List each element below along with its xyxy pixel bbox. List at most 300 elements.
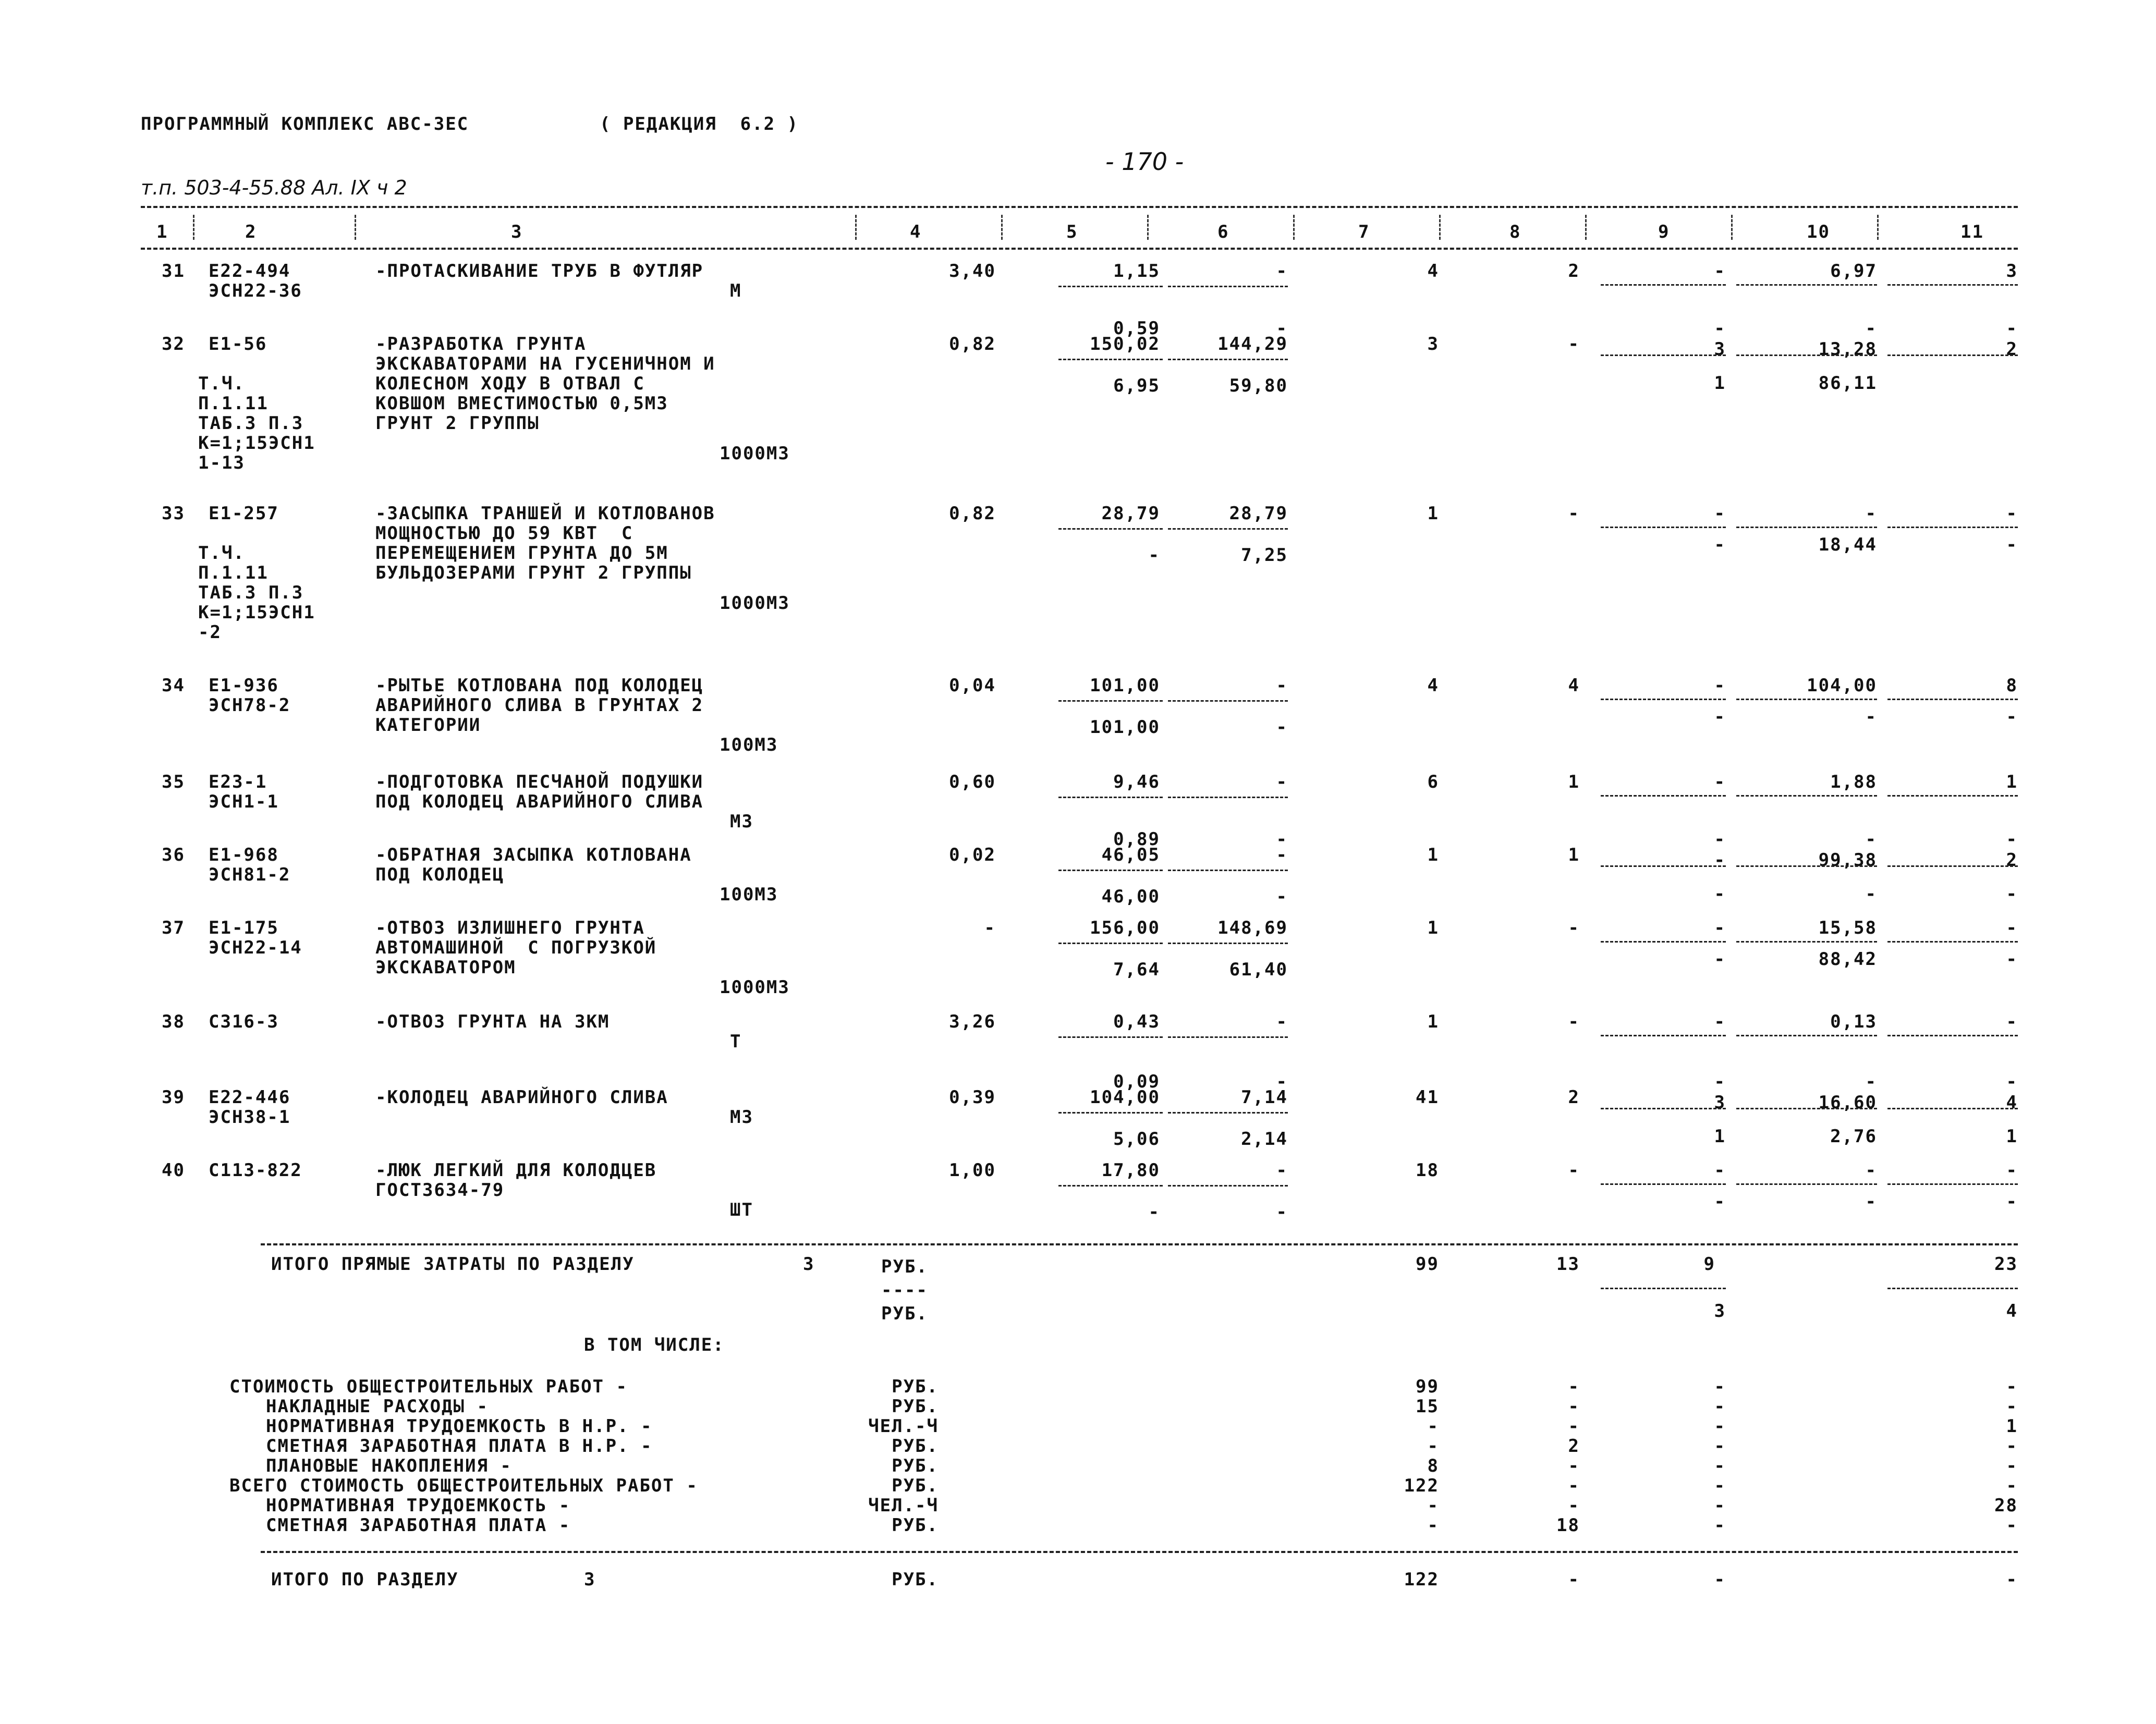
rate-code: Е22-494	[209, 261, 291, 282]
column-separator	[355, 215, 356, 240]
rate-code-secondary: П.1.11	[198, 563, 269, 583]
rate-code: Е1-175	[209, 918, 279, 938]
cost-col6-a: -	[1276, 1011, 1288, 1032]
value-col9-a: -	[1714, 829, 1726, 850]
quantity: 0,82	[949, 334, 996, 354]
rate-code-secondary: ЭСН81-2	[209, 864, 291, 885]
value-col8: 1	[1568, 772, 1580, 792]
cost-col6-a: -	[1276, 261, 1288, 282]
cost-col5-b: 150,02	[1090, 334, 1160, 354]
summary-item-col7: 15	[1416, 1396, 1439, 1417]
divider	[1601, 865, 1726, 867]
cost-col6-a: 148,69	[1217, 918, 1288, 938]
section-total-label: ИТОГО ПО РАЗДЕЛУ	[271, 1569, 459, 1590]
value-col11-c: -	[2006, 884, 2018, 904]
column-number-6: 6	[1217, 222, 1229, 242]
direct-costs-label: ИТОГО ПРЯМЫЕ ЗАТРАТЫ ПО РАЗДЕЛУ	[271, 1254, 635, 1275]
value-col8: -	[1568, 503, 1580, 524]
direct-costs-col7: 99	[1416, 1254, 1439, 1275]
divider	[1601, 941, 1726, 943]
divider	[1058, 870, 1163, 871]
work-description: -ЛЮК ЛЕГКИЙ ДЛЯ КОЛОДЦЕВ	[375, 1160, 657, 1181]
value-col9-a: -	[1714, 1011, 1726, 1032]
value-col11-a: -	[2006, 829, 2018, 850]
value-col10-a: 104,00	[1807, 675, 1877, 696]
divider	[1058, 1112, 1163, 1114]
value-col9-b: -	[1714, 1191, 1726, 1212]
column-separator	[1585, 215, 1587, 240]
cost-col6-a: 28,79	[1229, 503, 1288, 524]
value-col7: 3	[1427, 334, 1439, 354]
summary-item-unit: РУБ.	[892, 1376, 939, 1397]
quantity: -	[984, 918, 996, 938]
divider	[1168, 700, 1288, 702]
direct-costs-section: 3	[803, 1254, 815, 1275]
value-col11-a: -	[2006, 918, 2018, 938]
cost-col6-c: 2,14	[1241, 1129, 1288, 1150]
row-number: 33	[162, 503, 185, 524]
document-reference: т.п. 503-4-55.88 Ал. IX ч 2	[141, 176, 407, 199]
divider	[1168, 528, 1288, 530]
direct-costs-col9-b: 3	[1714, 1301, 1726, 1322]
column-number-2: 2	[245, 222, 257, 242]
divider	[1601, 1288, 1726, 1289]
divider	[1736, 865, 1877, 867]
summary-item-col11: -	[2006, 1456, 2018, 1476]
cost-col6-b: 7,25	[1241, 545, 1288, 566]
column-separator	[1877, 215, 1879, 240]
cost-col5-c: 46,00	[1101, 886, 1160, 907]
divider	[1601, 284, 1726, 286]
divider	[1736, 941, 1877, 943]
quantity: 0,04	[949, 675, 996, 696]
work-description: ЭКСКАВАТОРОМ	[375, 957, 516, 978]
program-title: ПРОГРАММНЫЙ КОМПЛЕКС АВС-3ЕС	[141, 114, 469, 135]
value-col7: 6	[1427, 772, 1439, 792]
cost-col6-b: 7,14	[1241, 1087, 1288, 1108]
work-description: ГРУНТ 2 ГРУППЫ	[375, 413, 540, 434]
value-col11-b: -	[2006, 534, 2018, 555]
value-col8: 4	[1568, 675, 1580, 696]
cost-col6-a: -	[1276, 318, 1288, 339]
cost-col6-a: -	[1276, 829, 1288, 850]
rate-code-secondary: П.1.11	[198, 393, 269, 414]
summary-item-unit: РУБ.	[892, 1396, 939, 1417]
divider	[1736, 795, 1877, 797]
value-col10-b: 88,42	[1818, 949, 1877, 970]
direct-costs-unit: РУБ.	[881, 1256, 928, 1277]
summary-item-col8: 2	[1568, 1436, 1580, 1457]
cost-col5-b: 101,00	[1090, 717, 1160, 738]
value-col10-a: 0,13	[1830, 1011, 1877, 1032]
summary-item-label: СТОИМОСТЬ ОБЩЕСТРОИТЕЛЬНЫХ РАБОТ -	[229, 1376, 628, 1397]
column-separator	[193, 215, 194, 240]
column-separator	[855, 215, 857, 240]
work-description: ЭКСКАВАТОРАМИ НА ГУСЕНИЧНОМ И	[375, 353, 715, 374]
value-col10-a: -	[1865, 318, 1877, 339]
value-col8: 1	[1568, 845, 1580, 865]
cost-col5-a: 101,00	[1090, 675, 1160, 696]
value-col9-c: 1	[1714, 373, 1726, 394]
summary-item-col7: 122	[1404, 1475, 1439, 1496]
cost-col5-b: 46,05	[1101, 845, 1160, 865]
row-number: 31	[162, 261, 185, 282]
cost-col6-c: 59,80	[1229, 375, 1288, 396]
cost-col5-a: 1,15	[1113, 261, 1160, 282]
including-label: В ТОМ ЧИСЛЕ:	[584, 1335, 725, 1355]
section-total-number: 3	[584, 1569, 596, 1590]
value-col10-a: 15,58	[1818, 918, 1877, 938]
value-col10-a: 6,97	[1830, 261, 1877, 282]
cost-col5-a: 0,43	[1113, 1011, 1160, 1032]
rate-code-secondary: Т.Ч.	[198, 543, 245, 564]
work-description: МОЩНОСТЬЮ ДО 59 КВТ С	[375, 523, 634, 544]
divider	[1736, 1108, 1877, 1109]
totals-rule	[261, 1243, 2018, 1245]
rate-code: С113-822	[209, 1160, 302, 1181]
section-total-col11: -	[2006, 1569, 2018, 1590]
divider	[1601, 527, 1726, 528]
summary-item-col9: -	[1714, 1396, 1726, 1417]
quantity: 0,60	[949, 772, 996, 792]
summary-item-col11: 1	[2006, 1416, 2018, 1437]
value-col11-b: -	[2006, 706, 2018, 727]
value-col11-a: -	[2006, 1011, 2018, 1032]
work-description: -РЫТЬЕ КОТЛОВАНА ПОД КОЛОДЕЦ	[375, 675, 704, 696]
divider	[1168, 1036, 1288, 1038]
column-number-4: 4	[910, 222, 922, 242]
header-rule-bottom	[141, 248, 2018, 250]
cost-col5-a: 9,46	[1113, 772, 1160, 792]
divider	[1168, 1112, 1288, 1114]
direct-costs-unit-divider: ----	[881, 1280, 928, 1301]
cost-col6-a: -	[1276, 675, 1288, 696]
summary-item-label: НОРМАТИВНАЯ ТРУДОЕМКОСТЬ В Н.Р. -	[266, 1416, 653, 1437]
cost-col6-a: -	[1276, 772, 1288, 792]
summary-item-col7: -	[1427, 1495, 1439, 1516]
unit-of-measure: 1000М3	[720, 593, 790, 614]
rate-code-secondary: ЭСН78-2	[209, 695, 291, 716]
value-col9-b: 3	[1714, 1092, 1726, 1113]
divider	[1887, 699, 2018, 700]
rate-code: Е1-56	[209, 334, 267, 354]
quantity: 0,02	[949, 845, 996, 865]
work-description: АВТОМАШИНОЙ С ПОГРУЗКОЙ	[375, 937, 657, 958]
value-col9-b: -	[1714, 706, 1726, 727]
divider	[1058, 943, 1163, 944]
summary-item-label: СМЕТНАЯ ЗАРАБОТНАЯ ПЛАТА -	[266, 1515, 571, 1536]
divider	[1887, 865, 2018, 867]
value-col11-b: -	[2006, 949, 2018, 970]
direct-costs-unit-2: РУБ.	[881, 1303, 928, 1324]
work-description: -ЗАСЫПКА ТРАНШЕЙ И КОТЛОВАНОВ	[375, 503, 715, 524]
summary-item-unit: РУБ.	[892, 1475, 939, 1496]
value-col11-b: -	[2006, 1191, 2018, 1212]
rate-code-secondary: К=1;15ЭСН1	[198, 433, 315, 454]
divider	[1058, 1036, 1163, 1038]
divider	[1887, 795, 2018, 797]
cost-col5-b: 7,64	[1113, 959, 1160, 980]
value-col10-a: -	[1865, 1160, 1877, 1181]
value-col9-a: -	[1714, 261, 1726, 282]
value-col8: -	[1568, 334, 1580, 354]
summary-item-col11: -	[2006, 1396, 2018, 1417]
row-number: 32	[162, 334, 185, 354]
value-col9-b: 3	[1714, 339, 1726, 360]
value-col10-b: -	[1865, 706, 1877, 727]
value-col9-b: -	[1714, 850, 1726, 871]
direct-costs-col8: 13	[1556, 1254, 1580, 1275]
value-col9-b: -	[1714, 949, 1726, 970]
divider	[1168, 359, 1288, 360]
divider	[1887, 1035, 2018, 1036]
row-number: 38	[162, 1011, 185, 1032]
row-number: 39	[162, 1087, 185, 1108]
divider	[1168, 943, 1288, 944]
direct-costs-col11: 23	[1994, 1254, 2018, 1275]
unit-of-measure: 100М3	[720, 735, 778, 755]
quantity: 3,40	[949, 261, 996, 282]
divider	[1601, 1183, 1726, 1185]
row-number: 35	[162, 772, 185, 792]
rate-code-secondary: ТАБ.3 П.3	[198, 413, 304, 434]
divider	[1736, 354, 1877, 356]
value-col8: 2	[1568, 261, 1580, 282]
summary-item-col9: -	[1714, 1475, 1726, 1496]
cost-col5-a: 0,89	[1113, 829, 1160, 850]
cost-col6-b: 61,40	[1229, 959, 1288, 980]
column-number-11: 11	[1960, 222, 1984, 242]
unit-of-measure: 1000М3	[720, 443, 790, 464]
value-col8: -	[1568, 1011, 1580, 1032]
summary-item-unit: РУБ.	[892, 1436, 939, 1457]
summary-item-col9: -	[1714, 1416, 1726, 1437]
value-col10-b: 13,28	[1818, 339, 1877, 360]
rate-code-secondary: ТАБ.3 П.3	[198, 582, 304, 603]
row-number: 37	[162, 918, 185, 938]
summary-item-col7: 99	[1416, 1376, 1439, 1397]
cost-col6-c: -	[1276, 886, 1288, 907]
summary-item-col8: -	[1568, 1456, 1580, 1476]
divider	[1887, 941, 2018, 943]
summary-item-label: НАКЛАДНЫЕ РАСХОДЫ -	[266, 1396, 489, 1417]
divider	[1058, 286, 1163, 287]
value-col8: -	[1568, 918, 1580, 938]
value-col10-a: -	[1865, 503, 1877, 524]
divider	[1887, 1108, 2018, 1109]
work-description: -ОТВОЗ ГРУНТА НА 3КМ	[375, 1011, 610, 1032]
cost-col5-c: 6,95	[1113, 375, 1160, 396]
divider	[1601, 795, 1726, 797]
work-description: ПОД КОЛОДЕЦ	[375, 864, 505, 885]
work-description: БУЛЬДОЗЕРАМИ ГРУНТ 2 ГРУППЫ	[375, 563, 692, 583]
divider	[1058, 359, 1163, 360]
divider	[1058, 700, 1163, 702]
value-col11-a: -	[2006, 318, 2018, 339]
work-description: -РАЗРАБОТКА ГРУНТА	[375, 334, 587, 354]
work-description: КОВШОМ ВМЕСТИМОСТЬЮ 0,5М3	[375, 393, 668, 414]
section-total-unit: РУБ.	[892, 1569, 939, 1590]
cost-col6-a: -	[1276, 1071, 1288, 1092]
unit-of-measure: М3	[730, 1107, 753, 1128]
column-number-5: 5	[1066, 222, 1078, 242]
value-col7: 41	[1416, 1087, 1439, 1108]
rate-code-secondary: ЭСН22-14	[209, 937, 302, 958]
rate-code: Е1-936	[209, 675, 279, 696]
value-col10-a: -	[1865, 829, 1877, 850]
unit-of-measure: 100М3	[720, 884, 778, 905]
work-description: -ОБРАТНАЯ ЗАСЫПКА КОТЛОВАНА	[375, 845, 692, 865]
divider	[1058, 528, 1163, 530]
column-separator	[1293, 215, 1295, 240]
value-col10-c: -	[1865, 884, 1877, 904]
divider	[1058, 797, 1163, 798]
value-col11-a: -	[2006, 1160, 2018, 1181]
column-separator	[1439, 215, 1441, 240]
summary-item-label: ПЛАНОВЫЕ НАКОПЛЕНИЯ -	[266, 1456, 512, 1476]
value-col7: 1	[1427, 845, 1439, 865]
summary-item-label: ВСЕГО СТОИМОСТЬ ОБЩЕСТРОИТЕЛЬНЫХ РАБОТ -	[229, 1475, 698, 1496]
section-total-rule	[261, 1551, 2018, 1553]
summary-item-col8: -	[1568, 1376, 1580, 1397]
value-col9-c: 1	[1714, 1126, 1726, 1147]
divider	[1736, 527, 1877, 528]
value-col7: 4	[1427, 261, 1439, 282]
work-description: КОЛЕСНОМ ХОДУ В ОТВАЛ С	[375, 373, 645, 394]
divider	[1887, 284, 2018, 286]
rate-code-secondary: ЭСН22-36	[209, 280, 302, 301]
cost-col5-a: 0,09	[1113, 1071, 1160, 1092]
summary-item-col9: -	[1714, 1495, 1726, 1516]
value-col8: -	[1568, 1160, 1580, 1181]
divider	[1736, 699, 1877, 700]
work-description: ПЕРЕМЕЩЕНИЕМ ГРУНТА ДО 5М	[375, 543, 668, 564]
summary-item-unit: ЧЕЛ.-Ч	[868, 1495, 939, 1516]
summary-item-col11: -	[2006, 1515, 2018, 1536]
work-description: -ПРОТАСКИВАНИЕ ТРУБ В ФУТЛЯР	[375, 261, 704, 282]
value-col11-a: -	[2006, 503, 2018, 524]
rate-code: Е1-257	[209, 503, 279, 524]
summary-item-col8: -	[1568, 1396, 1580, 1417]
divider	[1887, 527, 2018, 528]
work-description: -ОТВОЗ ИЗЛИШНЕГО ГРУНТА	[375, 918, 645, 938]
divider	[1168, 797, 1288, 798]
column-number-7: 7	[1358, 222, 1370, 242]
summary-item-col8: -	[1568, 1475, 1580, 1496]
summary-item-col11: -	[2006, 1475, 2018, 1496]
cost-col6-b: -	[1276, 1202, 1288, 1222]
page-number: - 170 -	[1105, 148, 1184, 176]
value-col9-a: -	[1714, 1071, 1726, 1092]
cost-col5-b: -	[1148, 545, 1160, 566]
value-col7: 18	[1416, 1160, 1439, 1181]
summary-item-col7: -	[1427, 1416, 1439, 1437]
work-description: ГОСТ3634-79	[375, 1180, 505, 1201]
quantity: 0,39	[949, 1087, 996, 1108]
rate-code-secondary: -2	[198, 622, 222, 643]
value-col11-c: 1	[2006, 1126, 2018, 1147]
unit-of-measure: М	[730, 280, 742, 301]
value-col7: 4	[1427, 675, 1439, 696]
row-number: 34	[162, 675, 185, 696]
column-number-9: 9	[1658, 222, 1670, 242]
column-number-8: 8	[1509, 222, 1521, 242]
column-number-3: 3	[511, 222, 523, 242]
row-number: 36	[162, 845, 185, 865]
value-col9-c: -	[1714, 884, 1726, 904]
rate-code: Е22-446	[209, 1087, 291, 1108]
cost-col5-a: 17,80	[1101, 1160, 1160, 1181]
divider	[1887, 354, 2018, 356]
direct-costs-col9: 9	[1703, 1254, 1715, 1275]
cost-col5-a: 0,59	[1113, 318, 1160, 339]
divider	[1601, 354, 1726, 356]
rate-code-secondary: 1-13	[198, 453, 245, 473]
row-number: 40	[162, 1160, 185, 1181]
summary-item-col9: -	[1714, 1456, 1726, 1476]
summary-item-col7: -	[1427, 1436, 1439, 1457]
divider	[1601, 699, 1726, 700]
rate-code-secondary: Т.Ч.	[198, 373, 245, 394]
cost-col5-a: 28,79	[1101, 503, 1160, 524]
summary-item-unit: РУБ.	[892, 1515, 939, 1536]
value-col9-a: -	[1714, 675, 1726, 696]
column-separator	[1731, 215, 1733, 240]
value-col11-a: 1	[2006, 772, 2018, 792]
work-description: КАТЕГОРИИ	[375, 715, 481, 736]
summary-item-col8: -	[1568, 1495, 1580, 1516]
header-rule-top	[141, 206, 2018, 208]
value-col10-c: 2,76	[1830, 1126, 1877, 1147]
divider	[1887, 1288, 2018, 1289]
value-col9-a: -	[1714, 1160, 1726, 1181]
value-col9-a: -	[1714, 918, 1726, 938]
value-col7: 1	[1427, 1011, 1439, 1032]
summary-item-col9: -	[1714, 1515, 1726, 1536]
summary-item-col11: -	[2006, 1436, 2018, 1457]
unit-of-measure: 1000М3	[720, 977, 790, 998]
value-col9-a: -	[1714, 772, 1726, 792]
divider	[1058, 1185, 1163, 1187]
summary-item-col9: -	[1714, 1436, 1726, 1457]
summary-item-col8: 18	[1556, 1515, 1580, 1536]
section-total-col9: -	[1714, 1569, 1726, 1590]
value-col10-b: 16,60	[1818, 1092, 1877, 1113]
rate-code: Е23-1	[209, 772, 267, 792]
work-description: -ПОДГОТОВКА ПЕСЧАНОЙ ПОДУШКИ	[375, 772, 704, 792]
rate-code: С316-3	[209, 1011, 279, 1032]
divider	[1736, 1035, 1877, 1036]
divider	[1168, 870, 1288, 871]
divider	[1601, 1035, 1726, 1036]
unit-of-measure: ШТ	[730, 1200, 753, 1220]
summary-item-label: СМЕТНАЯ ЗАРАБОТНАЯ ПЛАТА В Н.Р. -	[266, 1436, 653, 1457]
divider	[1736, 1183, 1877, 1185]
summary-item-col11: -	[2006, 1376, 2018, 1397]
cost-col5-c: 5,06	[1113, 1129, 1160, 1150]
column-separator	[1147, 215, 1149, 240]
value-col11-b: 2	[2006, 339, 2018, 360]
value-col11-a: 8	[2006, 675, 2018, 696]
cost-col5-b: -	[1148, 1202, 1160, 1222]
rate-code-secondary: К=1;15ЭСН1	[198, 602, 315, 623]
work-description: АВАРИЙНОГО СЛИВА В ГРУНТАХ 2	[375, 695, 704, 716]
divider	[1887, 1183, 2018, 1185]
direct-costs-col11-b: 4	[2006, 1301, 2018, 1322]
cost-col6-b: 144,29	[1217, 334, 1288, 354]
cost-col5-a: 156,00	[1090, 918, 1160, 938]
divider	[1601, 1108, 1726, 1109]
